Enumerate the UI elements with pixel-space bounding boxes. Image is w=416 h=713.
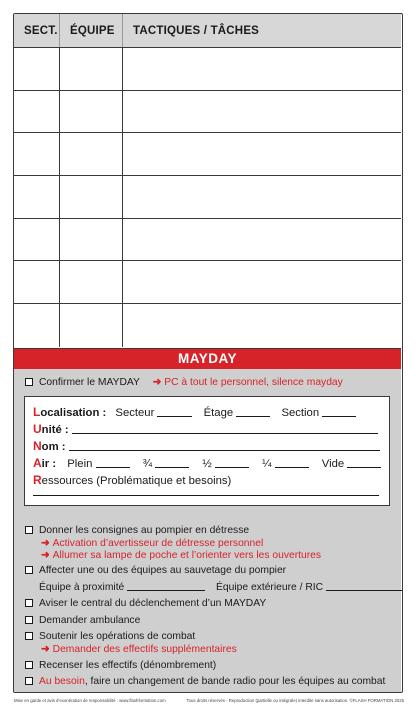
sector-cell[interactable] [14,48,60,90]
team-cell[interactable] [60,48,123,90]
bande-mayday-field[interactable] [111,692,203,693]
nom-row: Nom : [33,439,380,454]
arrow-right-icon: ➜ [41,644,50,655]
tactics-cell[interactable] [123,133,401,175]
sector-cell[interactable] [14,261,60,303]
task-item: Soutenir les opérations de combat [25,630,195,643]
task-item: Donner les consignes au pompier en détresse [25,524,249,537]
sector-cell[interactable] [14,176,60,218]
arrow-right-icon: ➜ [41,538,50,549]
footer [14,698,404,703]
header-team: ÉQUIPE [60,14,123,47]
footer-disclaimer: Mise en garde et avis d’exonération de responsabilité : www.flashformation.com [14,698,166,703]
ressources-row: Ressources (Problématique et besoins) [33,473,232,487]
team-cell[interactable] [60,261,123,303]
task-item: Demander ambulance [25,614,140,627]
confirm-checkbox[interactable] [25,378,33,386]
table-row [14,261,401,304]
mayday-title: MAYDAY [14,349,401,369]
task-note: ➜ Activation d’avertisseur de détresse personnel [41,538,264,549]
tactics-cell[interactable] [123,48,401,90]
tactics-cell[interactable] [123,219,401,261]
table-row [14,176,401,219]
table-row [14,304,401,347]
mayday-section [14,348,401,693]
air-vide-field[interactable] [347,458,381,468]
etage-field[interactable] [236,407,270,417]
task-item: Affecter une ou des équipes au sauvetage du pompier [25,564,286,577]
task-note: ➜ Demander des effectifs supplémentaires [41,644,237,655]
team-cell[interactable] [60,219,123,261]
air-quarter-field[interactable] [275,458,309,468]
task-checkbox[interactable] [25,616,33,624]
header-sector: SECT. [14,14,60,47]
task-sub-fields [39,692,365,693]
task-sub-fields: Équipe à proximité Équipe extérieure / RIC [39,581,403,594]
task-item: Au besoin, faire un changement de bande radio pour les équipes au combat [25,675,385,688]
equipe-exterieure-field[interactable] [326,581,403,591]
table-row [14,48,401,91]
task-item: Recenser les effectifs (dénombrement) [25,659,216,672]
task-checkbox[interactable] [25,526,33,534]
mayday-card [13,13,403,693]
task-checkbox[interactable] [25,566,33,574]
ressources-field[interactable] [33,495,379,496]
task-checkbox[interactable] [25,677,33,685]
task-note: ➜ Allumer sa lampe de poche et l’orienter vers les ouvertures [41,550,322,561]
table-row [14,91,401,134]
task-checkbox[interactable] [25,632,33,640]
team-cell[interactable] [60,176,123,218]
air-plein-field[interactable] [96,458,130,468]
team-cell[interactable] [60,304,123,347]
tactics-table [14,14,401,347]
section-field[interactable] [322,407,356,417]
sector-cell[interactable] [14,304,60,347]
header-tactics: TACTIQUES / TÂCHES [133,24,260,37]
nom-field[interactable] [69,441,380,451]
tactics-cell[interactable] [123,91,401,133]
table-row [14,219,401,262]
table-header [14,14,401,48]
sector-cell[interactable] [14,133,60,175]
equipe-proximite-field[interactable] [127,581,205,591]
confirm-label: Confirmer le MAYDAY [39,377,140,388]
localisation-row: Localisation : Secteur Étage Section [33,405,356,420]
air-row: Air : Plein ¾ ½ ¼ Vide [33,456,381,471]
sector-cell[interactable] [14,219,60,261]
task-item: Aviser le central du déclenchement d’un MAYDAY [25,597,266,610]
arrow-right-icon: ➜ [152,377,162,388]
sector-cell[interactable] [14,91,60,133]
team-cell[interactable] [60,133,123,175]
team-cell[interactable] [60,91,123,133]
bande-operations-field[interactable] [305,692,365,693]
tactics-cell[interactable] [123,261,401,303]
task-checkbox[interactable] [25,599,33,607]
arrow-right-icon: ➜ [41,550,50,561]
confirm-note: PC à tout le personnel, silence mayday [164,377,343,388]
tactics-cell[interactable] [123,176,401,218]
unite-row: Unité : [33,422,378,437]
tactics-cell[interactable] [123,304,401,347]
location-box [24,396,390,506]
air-three-quarter-field[interactable] [155,458,189,468]
confirm-row [25,376,343,389]
air-half-field[interactable] [215,458,249,468]
task-checkbox[interactable] [25,661,33,669]
footer-copyright: Tous droits réservés - Reproduction (partielle ou intégrale) interdite sans autorisation. ©FLASH FORMATION 2025 [186,698,404,703]
unite-field[interactable] [72,424,378,434]
secteur-field[interactable] [157,407,192,417]
table-body [14,48,401,347]
table-row [14,133,401,176]
